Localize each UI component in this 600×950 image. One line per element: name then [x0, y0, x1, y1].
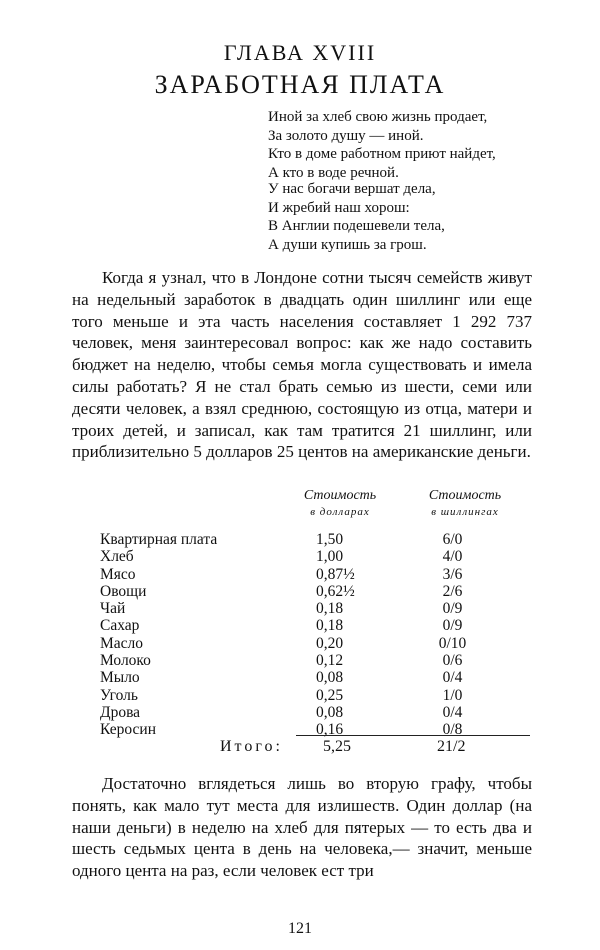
row-shillings: 6/0: [442, 531, 463, 548]
epigraph-line: Кто в доме работном приют найдет,: [268, 146, 496, 162]
epigraph-line: У нас богачи вершат дела,: [268, 181, 436, 197]
row-shillings: 0/6: [442, 652, 463, 670]
row-shillings: 2/6: [442, 582, 463, 600]
row-item: Сахар: [100, 617, 140, 635]
chapter-number: ГЛАВА XVIII: [223, 40, 377, 65]
table-header-dollars: [285, 487, 395, 521]
row-shillings: 0/4: [442, 669, 463, 687]
chapter-title: ЗАРАБОТНАЯ ПЛАТА: [154, 70, 446, 99]
table-row: [0, 635, 600, 652]
row-item: Чай: [100, 600, 126, 618]
row-dollars: 0,18: [316, 617, 344, 635]
row-dollars: 0,12: [316, 652, 344, 670]
table-row: [0, 652, 600, 669]
row-item: Масло: [100, 634, 144, 652]
row-dollars: 0,16: [316, 721, 344, 739]
row-item: Квартирная плата: [100, 531, 218, 548]
epigraph-line: За золото душу — иной.: [268, 127, 424, 144]
table-row: [0, 583, 600, 600]
table-row: [0, 600, 600, 617]
paragraph-intro: Когда я узнал, что в Лондоне сотни тысяч семейств живут на недельный заработок в двадцать один шиллинг или еще того меньше и эта часть населения составляет 1 292 737 человек, меня заинтересовал вопрос: как же надо составить бюджет на неделю, чтобы семья могла существовать и имела силы работать? Я не стал брать семью из шести, семи или десяти человек, а взял среднюю, состоящую из отца, матери и троих детей, и записал, как там тратится 21 шиллинг, или приблизительно 5 долларов 25 центов на американские деньги.: [72, 268, 532, 462]
epigraph-line: Иной за хлеб свою жизнь продает,: [268, 109, 488, 125]
epigraph-stanza-1: [268, 108, 496, 182]
table-header-shillings-title: Стоимость: [428, 488, 502, 503]
epigraph-line: В Англии подешевели тела,: [268, 218, 445, 234]
row-dollars: 0,08: [316, 703, 344, 721]
row-dollars: 0,87½: [316, 565, 355, 583]
row-dollars: 0,08: [316, 669, 344, 687]
row-shillings: 0/9: [442, 617, 463, 635]
table-row: [0, 531, 600, 548]
row-shillings: 0/4: [442, 703, 463, 721]
row-shillings: 4/0: [442, 548, 463, 566]
total-label: Итого:: [220, 738, 283, 755]
epigraph-line: И жребий наш хорош:: [268, 199, 410, 216]
row-item: Молоко: [100, 652, 151, 670]
row-item: Дрова: [100, 703, 141, 721]
epigraph-stanza-2: [268, 180, 445, 254]
table-row: [0, 566, 600, 583]
row-item: Мыло: [100, 669, 140, 687]
budget-table: [0, 531, 600, 739]
row-item: Уголь: [100, 686, 138, 704]
row-shillings: 3/6: [442, 565, 463, 583]
row-shillings: 0/10: [438, 634, 467, 652]
table-header-dollars-title: Стоимость: [303, 488, 377, 503]
table-row: [0, 548, 600, 565]
epigraph-line: А кто в воде речной.: [268, 164, 399, 181]
total-dollars: 5,25: [323, 738, 351, 755]
table-header-shillings: [400, 487, 530, 521]
table-header-dollars-sub: в долларах: [310, 506, 370, 518]
row-dollars: 0,18: [316, 600, 344, 618]
total-shillings: 21/2: [437, 738, 466, 755]
table-row: [0, 617, 600, 634]
row-dollars: 1,50: [316, 531, 344, 548]
table-row: [0, 669, 600, 686]
row-dollars: 0,20: [316, 634, 344, 652]
table-row: [0, 687, 600, 704]
table-row: [0, 704, 600, 721]
row-item: Мясо: [100, 565, 136, 583]
paragraph-analysis: Достаточно вглядеться лишь во вторую графу, чтобы понять, как мало тут места для излишеств. Один доллар (на наши деньги) в неделю на хлеб для пятерых — то есть два и шесть седьмых цента в день на человека,— значит, меньше одного цента на раз, если человек ест три: [72, 774, 532, 881]
row-item: Хлеб: [100, 548, 134, 566]
row-shillings: 0/8: [442, 721, 463, 739]
row-dollars: 0,25: [316, 686, 344, 704]
epigraph-line: А души купишь за грош.: [268, 236, 427, 253]
row-item: Керосин: [100, 721, 156, 739]
table-total-rule: [296, 735, 530, 736]
row-item: Овощи: [100, 582, 147, 600]
table-header-shillings-sub: в шиллингах: [431, 506, 499, 518]
row-shillings: 0/9: [442, 600, 463, 618]
row-shillings: 1/0: [442, 686, 463, 704]
row-dollars: 0,62½: [316, 582, 355, 600]
row-dollars: 1,00: [316, 548, 344, 566]
page-number: 121: [288, 920, 312, 937]
